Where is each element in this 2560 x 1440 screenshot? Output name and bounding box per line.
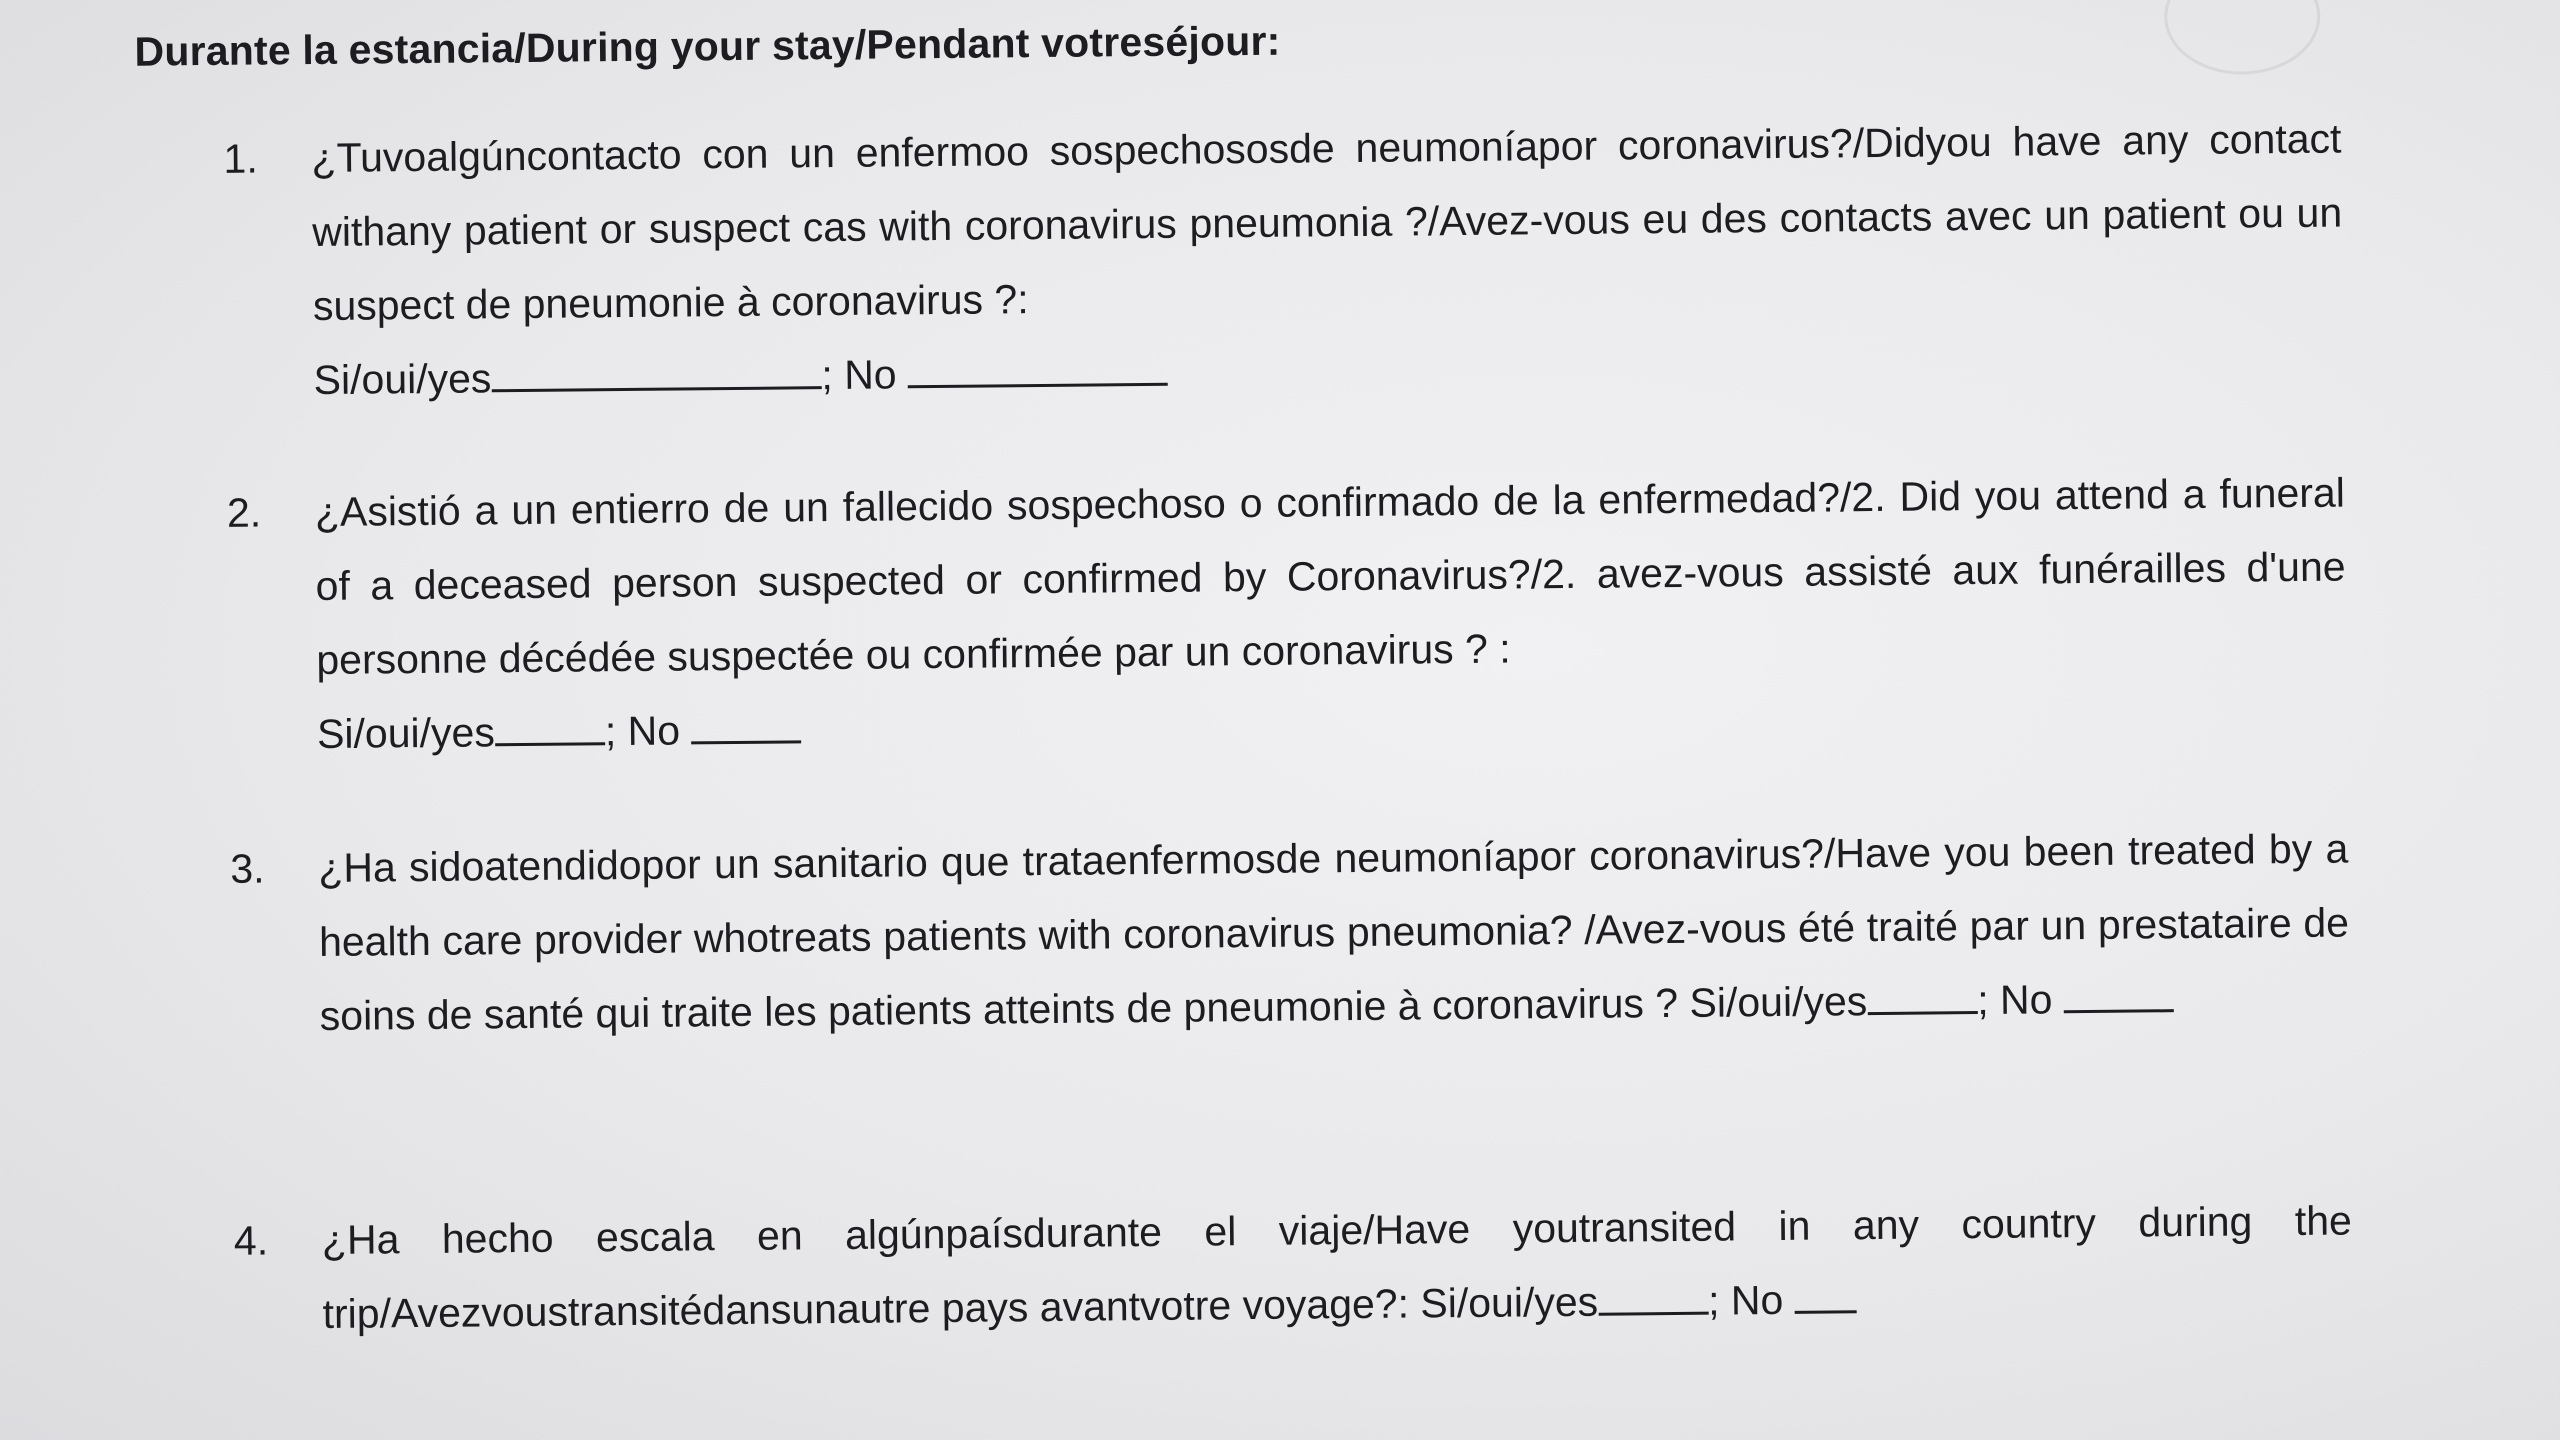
question-body bbox=[315, 456, 2348, 771]
no-blank[interactable] bbox=[691, 703, 801, 744]
no-label: ; No bbox=[1707, 1276, 1784, 1324]
question-number: 1. bbox=[223, 135, 258, 182]
answer-line bbox=[317, 678, 2348, 771]
question-number: 2. bbox=[226, 489, 262, 536]
question-1 bbox=[223, 102, 2346, 418]
question-3 bbox=[230, 811, 2352, 1053]
question-number: 4. bbox=[233, 1217, 269, 1264]
no-blank[interactable] bbox=[908, 346, 1168, 388]
question-text: ¿Asistió a un entierro de un fallecido sospechoso o confirmado de la enfermedad?/2. Did you attend a funeral of a deceased person suspected or confirmed by Coronavirus?/2. avez-vous assisté aux funérailles d'une personne décédée suspectée ou confirmée par un coronavirus ? : bbox=[314, 469, 2346, 683]
no-label: ; No bbox=[604, 707, 681, 755]
question-number: 3. bbox=[230, 845, 265, 892]
question-text: ¿Tuvoalgúncontacto con un enfermoo sospechososde neumoníapor coronavirus?/Didyou have any contact withany patient or suspect cas with coronavirus pneumonia ?/Avez-vous eu des contacts avec un patient ou un suspect de pneumonie à coronavirus ?: bbox=[311, 115, 2343, 330]
yes-blank[interactable] bbox=[1598, 1275, 1708, 1316]
question-body bbox=[311, 102, 2344, 417]
question-text: ¿Ha sidoatendidopor un sanitario que trataenfermosde neumoníapor coronavirus?/Have you been treated by a health care provider whotreats patients with coronavirus pneumonia? /Avez-vous été traité par un prestataire de soins de santé qui traite les patients atteints de pneumonie à coronavirus ? bbox=[318, 825, 2350, 1039]
yes-blank[interactable] bbox=[1867, 974, 1977, 1015]
yes-label: Si/oui/yes bbox=[1689, 978, 1868, 1026]
section-heading: Durante la estancia/During your stay/Pendant votreséjour: bbox=[134, 17, 1281, 75]
question-body bbox=[318, 811, 2350, 1052]
yes-blank[interactable] bbox=[495, 705, 605, 746]
yes-label: Si/oui/yes bbox=[316, 709, 496, 757]
yes-label: Si/oui/yes bbox=[1420, 1278, 1599, 1327]
faint-seal-mark bbox=[2164, 0, 2321, 75]
no-label: ; No bbox=[1977, 976, 2053, 1024]
answer-line bbox=[313, 324, 2344, 417]
question-4 bbox=[234, 1183, 2355, 1351]
no-blank[interactable] bbox=[1794, 1273, 1856, 1313]
yes-label: Si/oui/yes bbox=[313, 355, 492, 404]
question-2 bbox=[227, 455, 2350, 771]
no-label: ; No bbox=[821, 351, 897, 399]
yes-blank[interactable] bbox=[491, 349, 821, 392]
question-text: ¿Ha hecho escala en algúnpaísdurante el viaje/Have youtransited in any country during the trip/Avezvoustransitédansunautre pays avantvotre voyage?: bbox=[321, 1197, 2353, 1337]
question-body bbox=[322, 1183, 2353, 1350]
no-blank[interactable] bbox=[2064, 972, 2174, 1013]
